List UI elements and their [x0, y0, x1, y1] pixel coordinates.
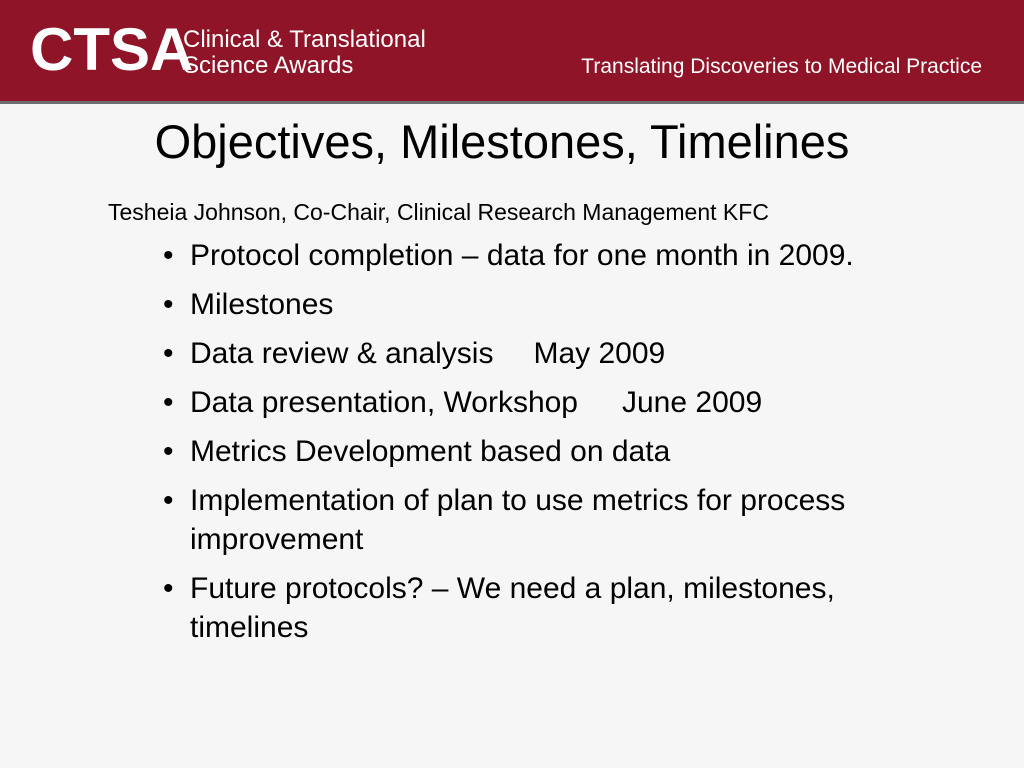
bullet-date: June 2009 — [622, 386, 763, 419]
bullet-text: Metrics Development based on data — [190, 435, 671, 468]
header-banner — [0, 0, 1024, 104]
bullet-dot: • — [163, 484, 174, 517]
logo-line-1: Clinical & Translational — [183, 26, 426, 53]
bullet-text: Protocol completion – data for one month in 2009. — [190, 239, 854, 272]
bullet-dot: • — [163, 386, 174, 419]
bullet-item — [160, 383, 960, 422]
bullet-text: Data review & analysis — [190, 337, 494, 370]
bullet-item — [160, 236, 960, 275]
bullet-text: Future protocols? – We need a plan, milestones, timelines — [190, 572, 835, 644]
bullet-date: May 2009 — [533, 337, 666, 370]
bullet-item — [160, 285, 960, 324]
bullet-list — [160, 236, 960, 657]
slide-title: Objectives, Milestones, Timelines — [154, 115, 850, 168]
bullet-text: Milestones — [190, 288, 334, 321]
bullet-text: Data presentation, Workshop — [190, 386, 578, 419]
bullet-item — [160, 481, 960, 559]
logo-subtitle — [183, 27, 426, 79]
bullet-item — [160, 334, 960, 373]
bullet-dot: • — [163, 337, 174, 370]
bullet-text: Implementation of plan to use metrics for process improvement — [190, 484, 846, 556]
bullet-dot: • — [163, 239, 174, 272]
bullet-dot: • — [163, 288, 174, 321]
ctsa-logo: CTSA — [30, 16, 194, 83]
bullet-dot: • — [163, 572, 174, 605]
logo-line-2: Science Awards — [183, 52, 354, 79]
bullet-item — [160, 432, 960, 471]
header-tagline: Translating Discoveries to Medical Practice — [581, 55, 982, 78]
slide-subtitle: Tesheia Johnson, Co-Chair, Clinical Research Management KFC — [108, 199, 769, 225]
bullet-dot: • — [163, 435, 174, 468]
bullet-item — [160, 569, 960, 647]
